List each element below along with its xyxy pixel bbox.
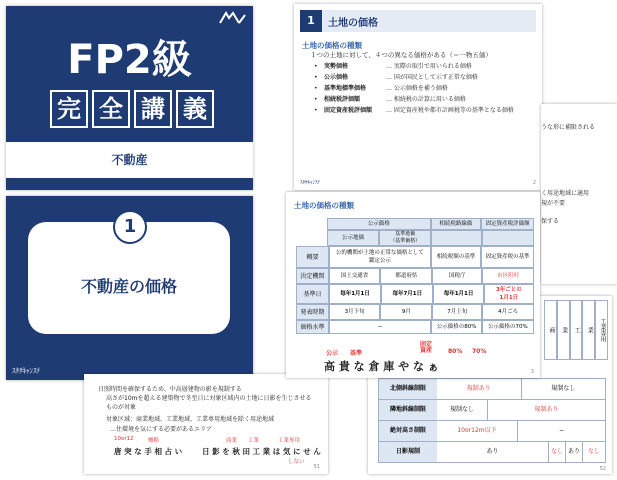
section-label: 土地の価格の種類 bbox=[302, 41, 362, 50]
slide-thumbnail-land-price[interactable] bbox=[294, 4, 542, 190]
brand-logo bbox=[217, 10, 247, 24]
page-number: 51 bbox=[313, 464, 320, 470]
list-item: • 基準地標準価格 … 公示価格を補う価格 bbox=[314, 85, 448, 92]
body-line: 高さが10mを超える建築物で冬至日に対象区域内の土地に日影を生じさせるものが対象 bbox=[106, 395, 312, 411]
title-chars bbox=[50, 90, 214, 128]
table-row: 発表時期 3月下旬 9月 7月上旬 4月ごろ bbox=[296, 304, 534, 320]
col-group-header: 固定資産税評価額 bbox=[481, 218, 534, 230]
title-heading: FP2級 bbox=[67, 37, 192, 83]
header-cell: 工業専用 bbox=[595, 300, 608, 360]
mnemonic-bottom: 高 貴 な 倉 庫 や な ぁ bbox=[324, 360, 439, 373]
section-number-circle bbox=[113, 210, 147, 244]
slide-header-title: 土地の価格 bbox=[328, 18, 378, 29]
row-label: 隣地斜線制限 bbox=[379, 400, 437, 420]
partial-line: うな形に補限される bbox=[541, 124, 596, 131]
table-row: 隣地斜線制限 規制なし 規制あり bbox=[378, 399, 606, 421]
section-title: 不動産の価格 bbox=[80, 277, 177, 296]
table-row: 日影規制 あり なし あり なし bbox=[378, 441, 606, 463]
section-label: 土地の価格の種類 bbox=[294, 201, 354, 210]
header-cell: 業 bbox=[582, 300, 595, 360]
sub-col-header: 公示地価 bbox=[327, 230, 379, 246]
list-item: • 実勢価格 … 実際の取引で用いられる価格 bbox=[314, 63, 472, 70]
table-header-row bbox=[544, 300, 608, 360]
sub-col-header: 基準地価 （基準価格） bbox=[379, 230, 431, 246]
slide-thumbnail-partial-right[interactable] bbox=[541, 104, 617, 284]
slide-thumbnail-shadow-regulation[interactable]: 日照時間を確保するため、中高層建物の影を規制する 高さが10mを超える建築物で冬至日に対象区域内の土地に日影を生じさせるものが対象 対象区域：商業地域、工業地域、工業専用地域を除く用途地域 …住環境を気にする必要があるエリア 10or12 概略 商業 工業 工業専用 唐 突 な 手 相 占 い 日 影 を 秋 田 工 業 は 気 に せ ん しない 51 bbox=[84, 374, 328, 474]
mnemonic-top: 公示 基準 固定 資産 80% 70% bbox=[326, 341, 487, 357]
intro-text: １つの土地に対して、４つの異なる価格がある（＝一物五価） bbox=[310, 51, 492, 59]
list-item: • 公示価格 … 国が国民として示す正常な価格 bbox=[314, 74, 478, 81]
body-line: 対象区域：商業地域、工業地域、工業専用地域を除く用途地域 bbox=[106, 416, 275, 423]
table-row: 基準日 毎年1月1日 毎年7月1日 毎年1月1日 3年ごとの 1月1日 bbox=[296, 284, 534, 304]
slide-number: 1 bbox=[307, 14, 315, 27]
list-item: • 固定資産税評価額 … 固定資産税や都市計画税等の基準となる価格 bbox=[314, 107, 514, 114]
table-row: 概要 公的機関が土地の正常な価格として 鑑定公示 相続税額の基準 固定資産税の基準 bbox=[296, 246, 534, 268]
col-group-header: 相続税路線価 bbox=[431, 218, 482, 230]
slide-number-box bbox=[300, 10, 322, 32]
mnemonic-left: 唐 突 な 手 相 占 い bbox=[114, 447, 183, 456]
partial-line: 規が不要 bbox=[541, 200, 566, 207]
slide-thumbnail-section[interactable] bbox=[6, 196, 253, 380]
title-char: 全 bbox=[92, 90, 130, 128]
table-row: 北側斜線制限 規制あり 規制なし bbox=[378, 378, 606, 400]
header-cell: 業 bbox=[557, 300, 570, 360]
table-row: 価格水準 − 公示価格の80% 公示価格の70% bbox=[296, 320, 534, 334]
title-char: 義 bbox=[176, 90, 214, 128]
col-group-header: 公示価格 bbox=[327, 218, 430, 230]
table-row: 決定機関 国土交通省 都道府県 国税庁 市区町村 bbox=[296, 268, 534, 284]
table-row: 絶対高さ制限 10or12m以下 − bbox=[378, 420, 606, 442]
mnemonic-right: 日 影 を 秋 田 工 業 は 気 に せ ん bbox=[202, 447, 321, 456]
price-list bbox=[314, 61, 534, 116]
row-label: 北側斜線制限 bbox=[379, 379, 437, 399]
brand-name: ｽﾀｻｷｬﾝｽﾃ bbox=[12, 367, 40, 375]
brand-name: ｽﾀｻｷｬﾝｽﾃ bbox=[300, 180, 321, 186]
page-number: 52 bbox=[599, 466, 606, 472]
partial-line: 保する bbox=[541, 218, 560, 225]
subject-band bbox=[6, 142, 253, 178]
title-char: 完 bbox=[50, 90, 88, 128]
title-char: 講 bbox=[134, 90, 172, 128]
header-cell: 商 bbox=[544, 300, 557, 360]
slide-thumbnail-title[interactable] bbox=[6, 6, 253, 190]
body-line: …住環境を気にする必要があるエリア bbox=[110, 426, 213, 433]
list-item: • 相続税評価額 … 相続税の計算に用いる価格 bbox=[314, 96, 466, 103]
row-label: 絶対高さ制限 bbox=[379, 421, 437, 441]
body-line: 日照時間を確保するため、中高層建物の影を規制する bbox=[98, 386, 242, 393]
page-number: 2 bbox=[532, 180, 536, 186]
row-label: 日影規制 bbox=[379, 442, 437, 462]
subject-label: 不動産 bbox=[111, 153, 148, 167]
price-table bbox=[296, 218, 534, 334]
not-label: しない bbox=[288, 459, 305, 465]
slide-thumbnail-price-table[interactable] bbox=[286, 192, 540, 378]
header-cell: 工 bbox=[570, 300, 583, 360]
section-number: 1 bbox=[123, 216, 137, 237]
partial-line: く用途地域に適用 bbox=[541, 190, 590, 197]
page-number: 3 bbox=[530, 369, 534, 375]
